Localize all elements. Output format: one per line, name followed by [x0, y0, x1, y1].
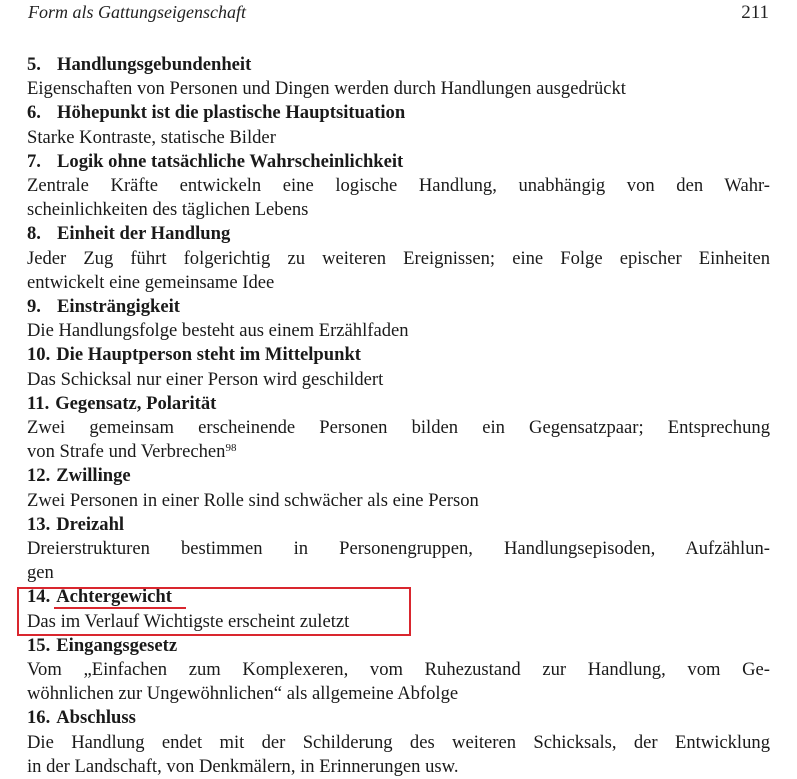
list-item-8: [27, 222, 770, 295]
item-title: Dreizahl: [56, 513, 125, 535]
description-line: Die Handlung endet mit der Schilderung des weiteren Schicksals, der Entwicklung: [27, 731, 770, 753]
item-number: 6.: [27, 102, 41, 124]
item-heading: [27, 634, 770, 658]
item-heading: [27, 150, 770, 174]
description-line: wöhnlichen zur Ungewöhnlichen“ als allgemeine Abfolge: [27, 683, 459, 705]
description-text: von Strafe und Verbrechen: [27, 441, 226, 463]
item-heading: [27, 706, 770, 730]
item-title: Höhepunkt ist die plastische Hauptsituation: [57, 102, 406, 124]
list-item-16: [27, 706, 770, 779]
item-description: [27, 416, 770, 464]
description-line: Dreierstrukturen bestimmen in Personengruppen, Handlungsepisoden, Aufzählun-: [27, 538, 770, 560]
item-description: [27, 731, 770, 779]
description-line: Das Schicksal nur einer Person wird geschildert: [27, 368, 384, 390]
item-heading: [27, 295, 770, 319]
item-title: Handlungsgebundenheit: [57, 54, 252, 75]
item-number: 16.: [27, 707, 51, 729]
list-item-6: [27, 101, 770, 149]
item-description: [27, 174, 770, 222]
item-title: Eingangsgesetz: [56, 634, 178, 656]
description-line: Eigenschaften von Personen und Dingen werden durch Handlungen ausgedrückt: [27, 78, 626, 100]
item-title: Zwillinge: [56, 465, 131, 487]
item-description: [27, 610, 770, 634]
page-number: 211: [741, 2, 769, 23]
item-number: 13.: [27, 513, 51, 535]
item-description: [27, 247, 770, 295]
item-title: Logik ohne tatsächliche Wahrscheinlichkeit: [57, 150, 404, 172]
description-line: entwickelt eine gemeinsame Idee: [27, 271, 275, 293]
item-title: Achtergewicht: [56, 586, 172, 608]
footnote-marker[interactable]: 98: [225, 442, 237, 455]
item-number: 12.: [27, 465, 51, 487]
item-number: 10.: [27, 344, 51, 366]
item-number: 5.: [27, 54, 41, 75]
list-item-10: [27, 343, 770, 391]
item-description: [27, 489, 770, 513]
item-heading: [27, 513, 770, 537]
item-number: 15.: [27, 634, 51, 656]
item-description: [27, 537, 770, 585]
item-title: Einheit der Handlung: [57, 223, 231, 245]
item-description: [27, 77, 770, 101]
item-description: [27, 658, 770, 706]
running-title: Form als Gattungseigenschaft: [28, 2, 246, 22]
description-line: gen: [27, 562, 54, 584]
list-item-14: [27, 585, 770, 633]
description-line: Jeder Zug führt folgerichtig zu weiteren Ereignissen; eine Folge epischer Einheiten: [27, 247, 770, 269]
description-line: Zwei gemeinsam erscheinende Personen bilden ein Gegensatzpaar; Entsprechung: [27, 417, 770, 439]
description-line: Starke Kontraste, statische Bilder: [27, 126, 276, 148]
list-item-9: [27, 295, 770, 343]
item-title: Einsträngigkeit: [57, 296, 180, 318]
list-item-12: [27, 464, 770, 512]
item-title: Abschluss: [56, 707, 136, 729]
list-item-5: [27, 53, 770, 101]
item-heading: [27, 222, 770, 246]
item-heading: [27, 101, 770, 125]
item-number: 9.: [27, 296, 41, 318]
description-line: [27, 440, 770, 464]
item-heading: [27, 585, 770, 609]
list-item-15: [27, 634, 770, 707]
running-head: [28, 2, 769, 26]
item-number: 7.: [27, 150, 41, 172]
item-heading: [27, 343, 770, 367]
description-line: in der Landschaft, von Denkmälern, in Erinnerungen usw.: [27, 755, 459, 777]
list-item-11: [27, 392, 770, 465]
item-description: [27, 126, 770, 150]
description-line: Zwei Personen in einer Rolle sind schwächer als eine Person: [27, 489, 479, 511]
description-line: Die Handlungsfolge besteht aus einem Erzählfaden: [27, 320, 409, 342]
item-number: 8.: [27, 223, 41, 245]
item-heading: [27, 53, 770, 77]
list-item-13: [27, 513, 770, 586]
item-number: 14.: [27, 586, 51, 608]
description-line: Vom „Einfachen zum Komplexeren, vom Ruhezustand zur Handlung, vom Ge-: [27, 659, 770, 681]
item-title: Die Hauptperson steht im Mittelpunkt: [56, 344, 361, 366]
item-heading: [27, 392, 770, 416]
item-description: [27, 368, 770, 392]
description-line: Zentrale Kräfte entwickeln eine logische Handlung, unabhängig von den Wahr-: [27, 175, 770, 197]
item-heading: [27, 464, 770, 488]
description-line: scheinlichkeiten des täglichen Lebens: [27, 199, 309, 221]
item-title: Gegensatz, Polarität: [55, 392, 217, 414]
description-line: Das im Verlauf Wichtigste erscheint zuletzt: [27, 610, 350, 632]
list-item-7: [27, 150, 770, 223]
criteria-list: [27, 53, 770, 779]
item-description: [27, 319, 770, 343]
item-number: 11.: [27, 392, 50, 414]
